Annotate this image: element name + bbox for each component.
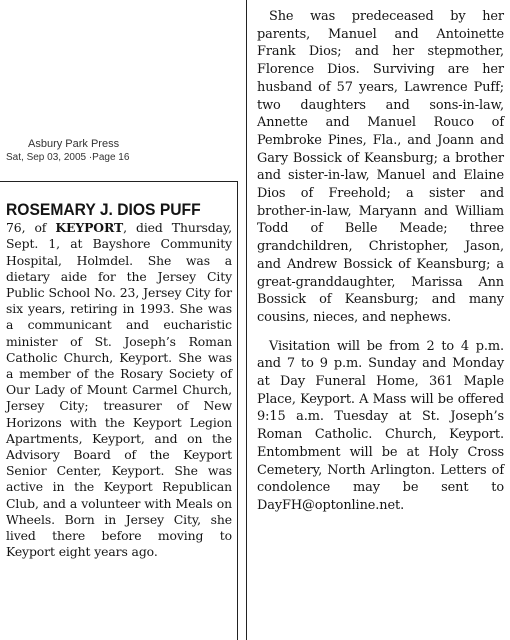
obituary-right-column	[246, 0, 508, 640]
lead-city: KEYPORT	[55, 220, 124, 236]
lead-rest: , died Thursday, Sept. 1, at Bayshore Community Hospital, Holmdel. She was a dietary aide for the Jersey City Public School No. 23, Jersey City for six years, retiring in 1993. She was a communicant and eucharistic minister of St. Joseph’s Roman Catholic Church, Keyport. She was a member of the Rosary Society of Our Lady of Mount Carmel Church, Jersey City; treasurer of New Horizons with the Keyport Legion Apartments, Keyport, and on the Advisory Board of the Keyport Senior Center, Keyport. She was active in the Keyport Republican Club, and a volunteer with Meals on Wheels. Born in Jersey City, she lived there before moving to Keyport eight years ago.	[6, 220, 232, 560]
obituary-lead-paragraph	[6, 220, 232, 560]
obituary-left-column	[0, 181, 238, 640]
publication-name: Asbury Park Press	[28, 138, 120, 150]
lead-age: 76, of	[6, 220, 56, 236]
obituary-name-heading: ROSEMARY J. DIOS PUFF	[6, 200, 201, 219]
source-caption	[6, 137, 236, 164]
survivors-paragraph: She was predeceased by her parents, Manuel and Antoinette Frank Dios; and her stepmother, Florence Dios. Surviving are her husband of 57 years, Lawrence Puff; two daughters and sons-in-law, Annette and Manuel Rouco of Pembroke Pines, Fla., and Joann and Gary Bossick of Keansburg; a brother and sister-in-law, Manuel and Elaine Dios of Freehold; a sister and brother-in-law, Maryann and William Todd of Belle Meade; three grandchildren, Christopher, Jason, and Andrew Bossick of Keansburg; a great-granddaughter, Marissa Ann Bossick of Keansburg; and many cousins, nieces, and nephews.	[257, 9, 504, 325]
visitation-paragraph: Visitation will be from 2 to 4 p.m. and 7 to 9 p.m. Sunday and Monday at Day Funeral Home, 361 Maple Place, Keyport. A Mass will be offered 9:15 a.m. Tuesday at St. Joseph’s Roman Catholic. Church, Keyport. Entombment will be at Holy Cross Cemetery, North Arlington. Letters of condolence may be sent to DayFH@optonline.net.	[257, 338, 504, 513]
publication-date: Sat, Sep 03, 2005 ·Page 16	[6, 152, 130, 163]
